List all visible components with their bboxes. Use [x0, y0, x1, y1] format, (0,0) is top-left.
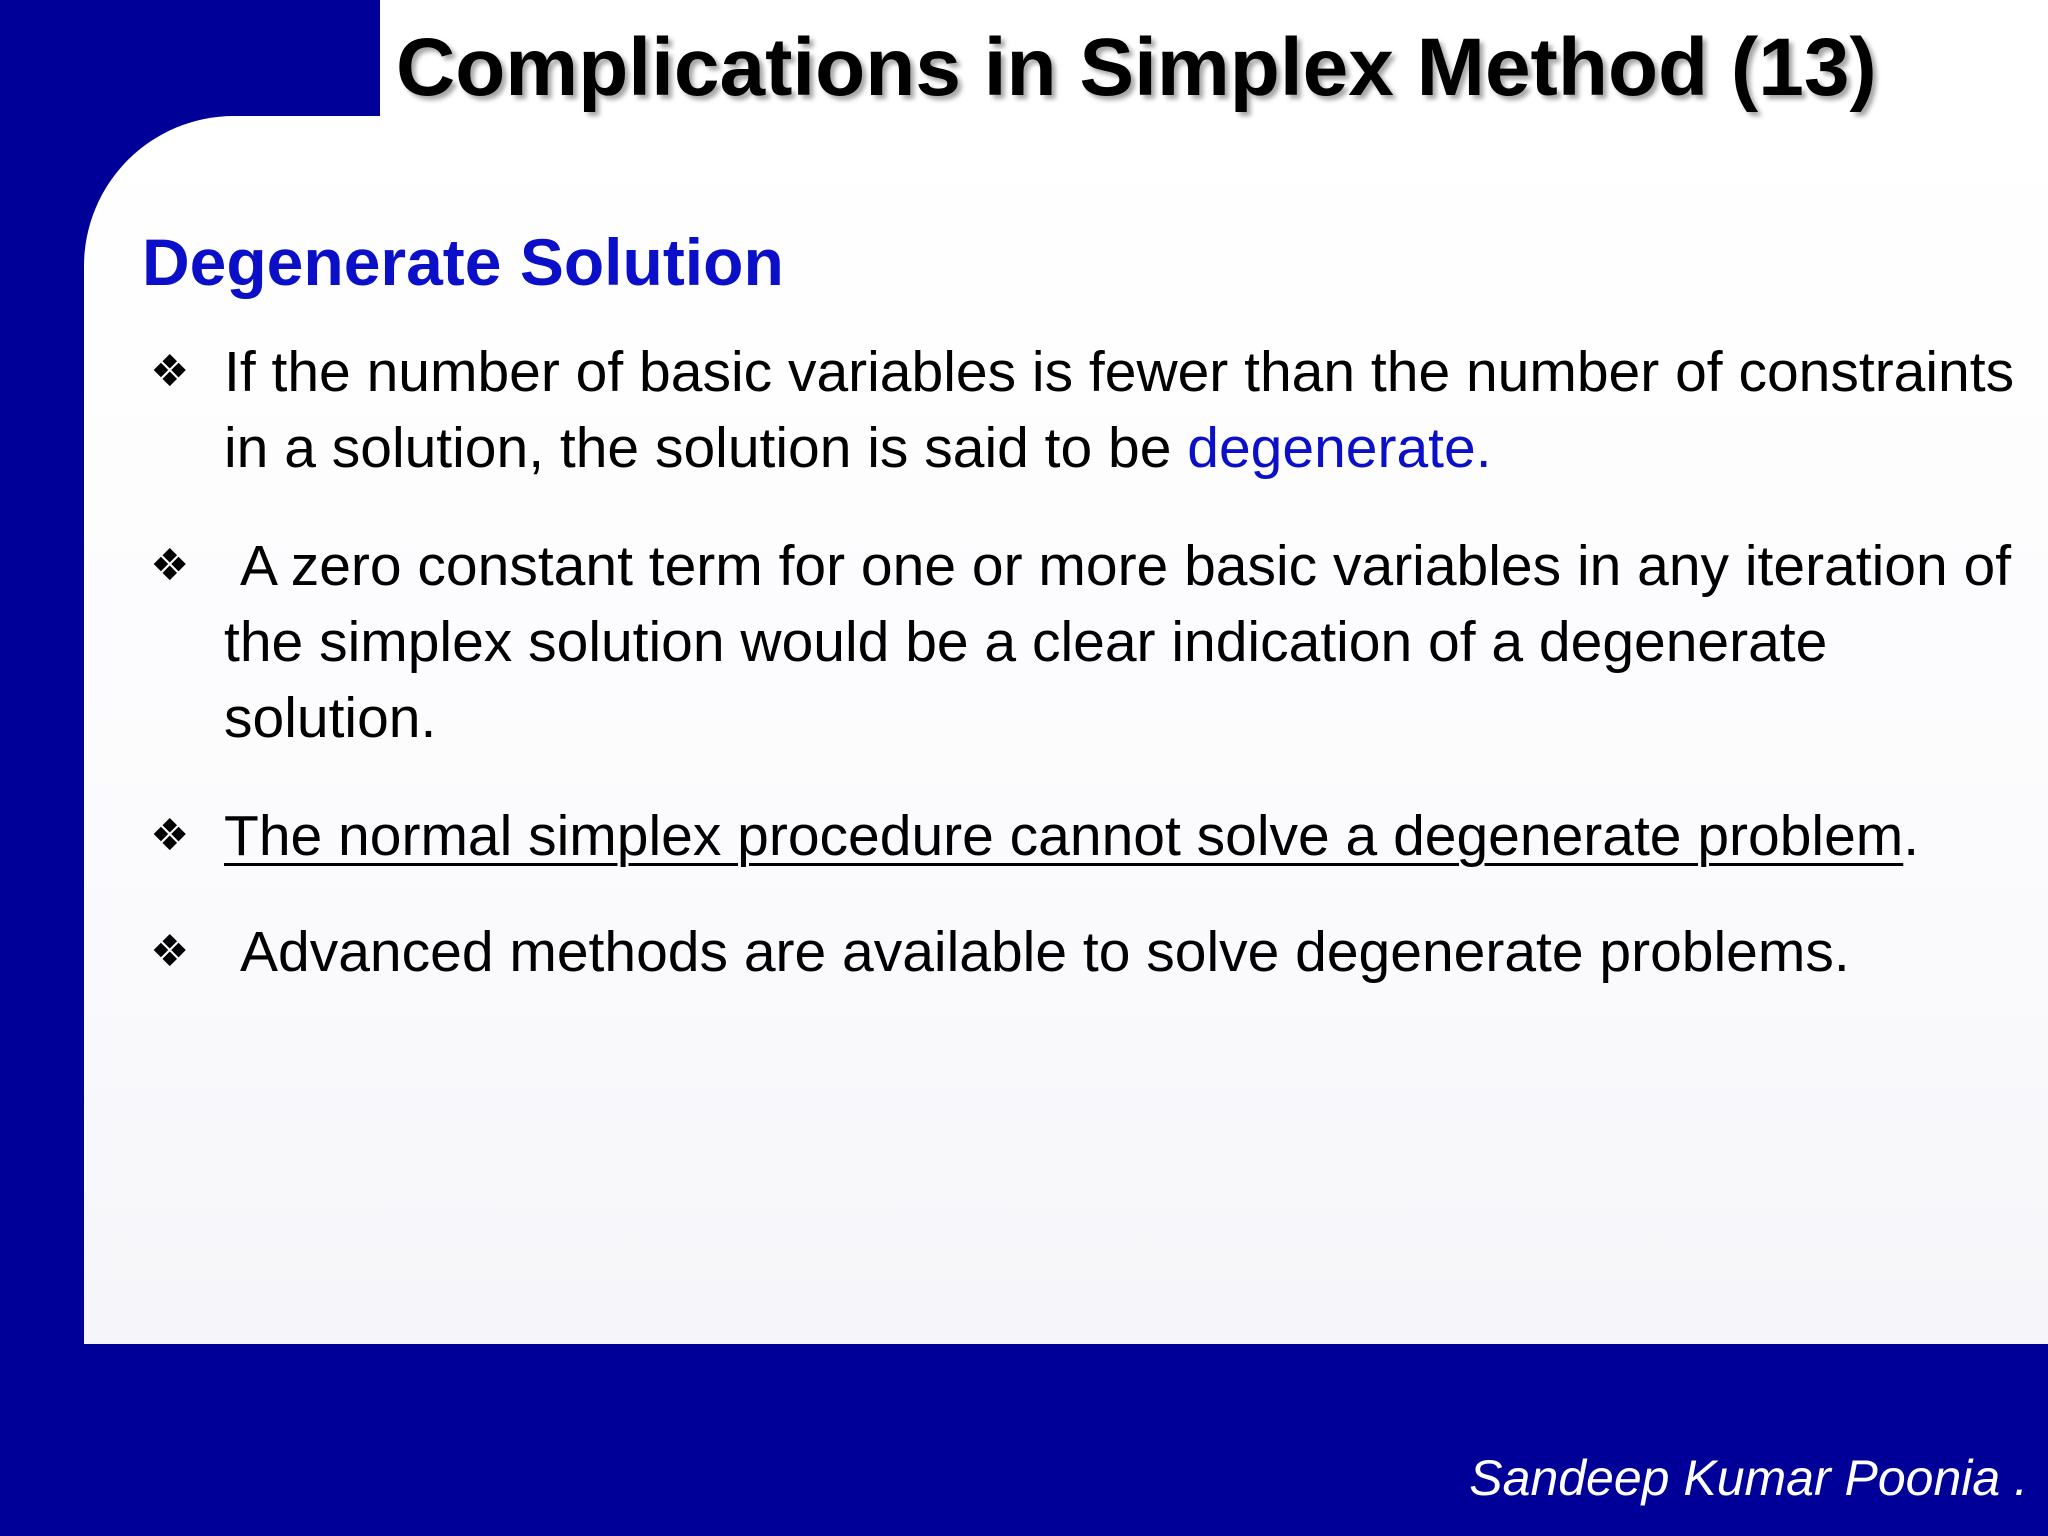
highlighted-term: degenerate. [1187, 416, 1492, 480]
diamond-bullet-icon: ❖ [150, 346, 190, 397]
bullet-item-zero-constant [150, 528, 2030, 756]
footer-author: Sandeep Kumar Poonia . [1469, 1450, 2028, 1506]
bullet-text: If the number of basic variables is fewer than the number of constraints in a solution, the solution is said to be [224, 340, 2015, 480]
underlined-statement: The normal simplex procedure cannot solve a degenerate problem [224, 804, 1904, 868]
diamond-bullet-icon: ❖ [150, 540, 190, 591]
bullet-text: A zero constant term for one or more basic variables in any iteration of the simplex solution would be a clear indication of a degenerate solution. [224, 534, 2012, 750]
bullet-text: Advanced methods are available to solve degenerate problems. [240, 920, 1850, 984]
bullet-item-advanced-methods [150, 914, 2030, 990]
slide-title: Complications in Simplex Method (13) [396, 22, 1877, 113]
diamond-bullet-icon: ❖ [150, 926, 190, 977]
bullet-list [150, 334, 2030, 1032]
section-heading: Degenerate Solution [142, 225, 784, 299]
bullet-suffix: . [1903, 804, 1920, 868]
bullet-item-degenerate-definition [150, 334, 2030, 486]
diamond-bullet-icon: ❖ [150, 810, 190, 861]
bullet-item-normal-procedure [150, 798, 2030, 874]
